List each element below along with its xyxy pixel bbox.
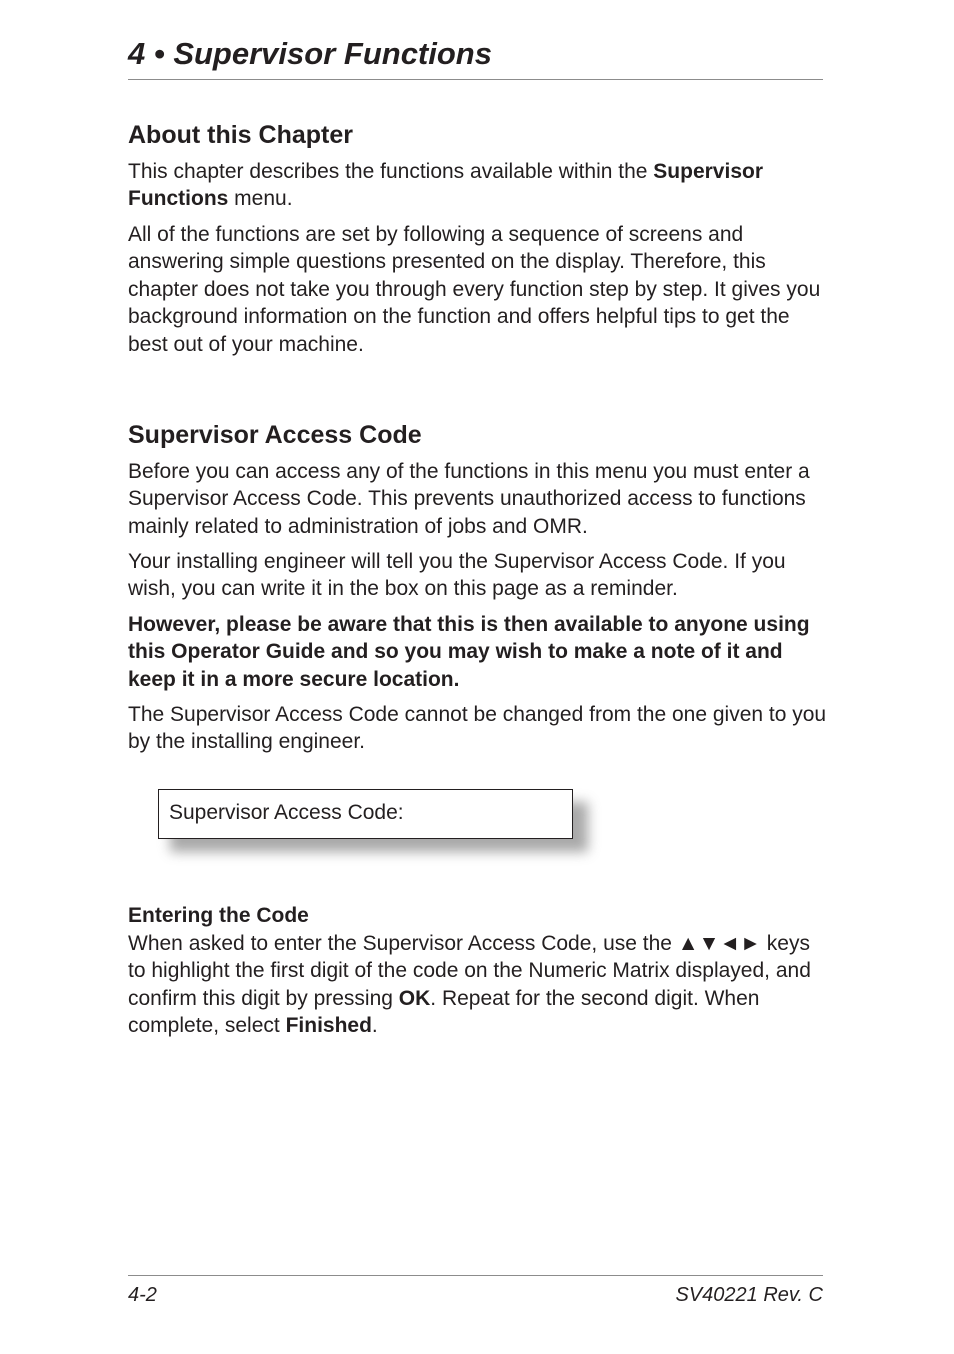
about-p1-text: This chapter describes the functions available within the bbox=[128, 160, 654, 183]
access-code-warning: However, please be aware that this is then available to anyone using this Operator Guide and so you may wish to make a note of it and keep it in a more secure location. bbox=[128, 613, 810, 691]
header-divider bbox=[128, 79, 823, 80]
entering-code-paragraph bbox=[128, 930, 828, 1040]
about-p1-tail: menu. bbox=[228, 187, 293, 211]
entering-text-2: . Repeat for the second digit. When complete, select bbox=[128, 986, 760, 1038]
entering-text-3: . bbox=[371, 1014, 378, 1038]
access-code-box-label: Supervisor Access Code: bbox=[169, 801, 404, 824]
access-code-heading: Supervisor Access Code bbox=[128, 421, 422, 449]
footer-divider bbox=[128, 1275, 823, 1276]
access-code-box bbox=[158, 789, 573, 839]
access-code-paragraph-1: Before you can access any of the functions in this menu you must enter a Supervisor Access Code. This prevents unauthorized access to functions mainly related to administration of jobs and OMR. bbox=[128, 460, 810, 538]
page-number: 4-2 bbox=[128, 1284, 157, 1306]
entering-code-heading: Entering the Code bbox=[128, 904, 309, 927]
access-code-paragraph-3: The Supervisor Access Code cannot be changed from the one given to you by the installing engineer. bbox=[128, 703, 827, 754]
access-code-paragraph-2: Your installing engineer will tell you the Supervisor Access Code. If you wish, you can write it in the box on this page as a reminder. bbox=[128, 550, 786, 601]
about-paragraph-2: All of the functions are set by following a sequence of screens and answering simple questions presented on the display. Therefore, this chapter does not take you through every function step by step. It gives you background information on the function and offers helpful tips to get the best out of your machine. bbox=[128, 223, 821, 356]
chapter-title: 4 • Supervisor Functions bbox=[128, 36, 492, 71]
ok-key-term: OK bbox=[398, 986, 431, 1010]
finished-term: Finished bbox=[285, 1014, 372, 1038]
supervisor-functions-term: Supervisor Functions bbox=[128, 160, 764, 211]
about-heading: About this Chapter bbox=[128, 121, 353, 149]
document-reference: SV40221 Rev. C bbox=[675, 1284, 823, 1306]
about-paragraph-1 bbox=[128, 158, 828, 213]
entering-text-1: When asked to enter the Supervisor Access Code, use the ▲▼◄► keys to highlight the first digit of the code on the Numeric Matrix displayed, and confirm this digit by pressing bbox=[128, 932, 811, 1010]
